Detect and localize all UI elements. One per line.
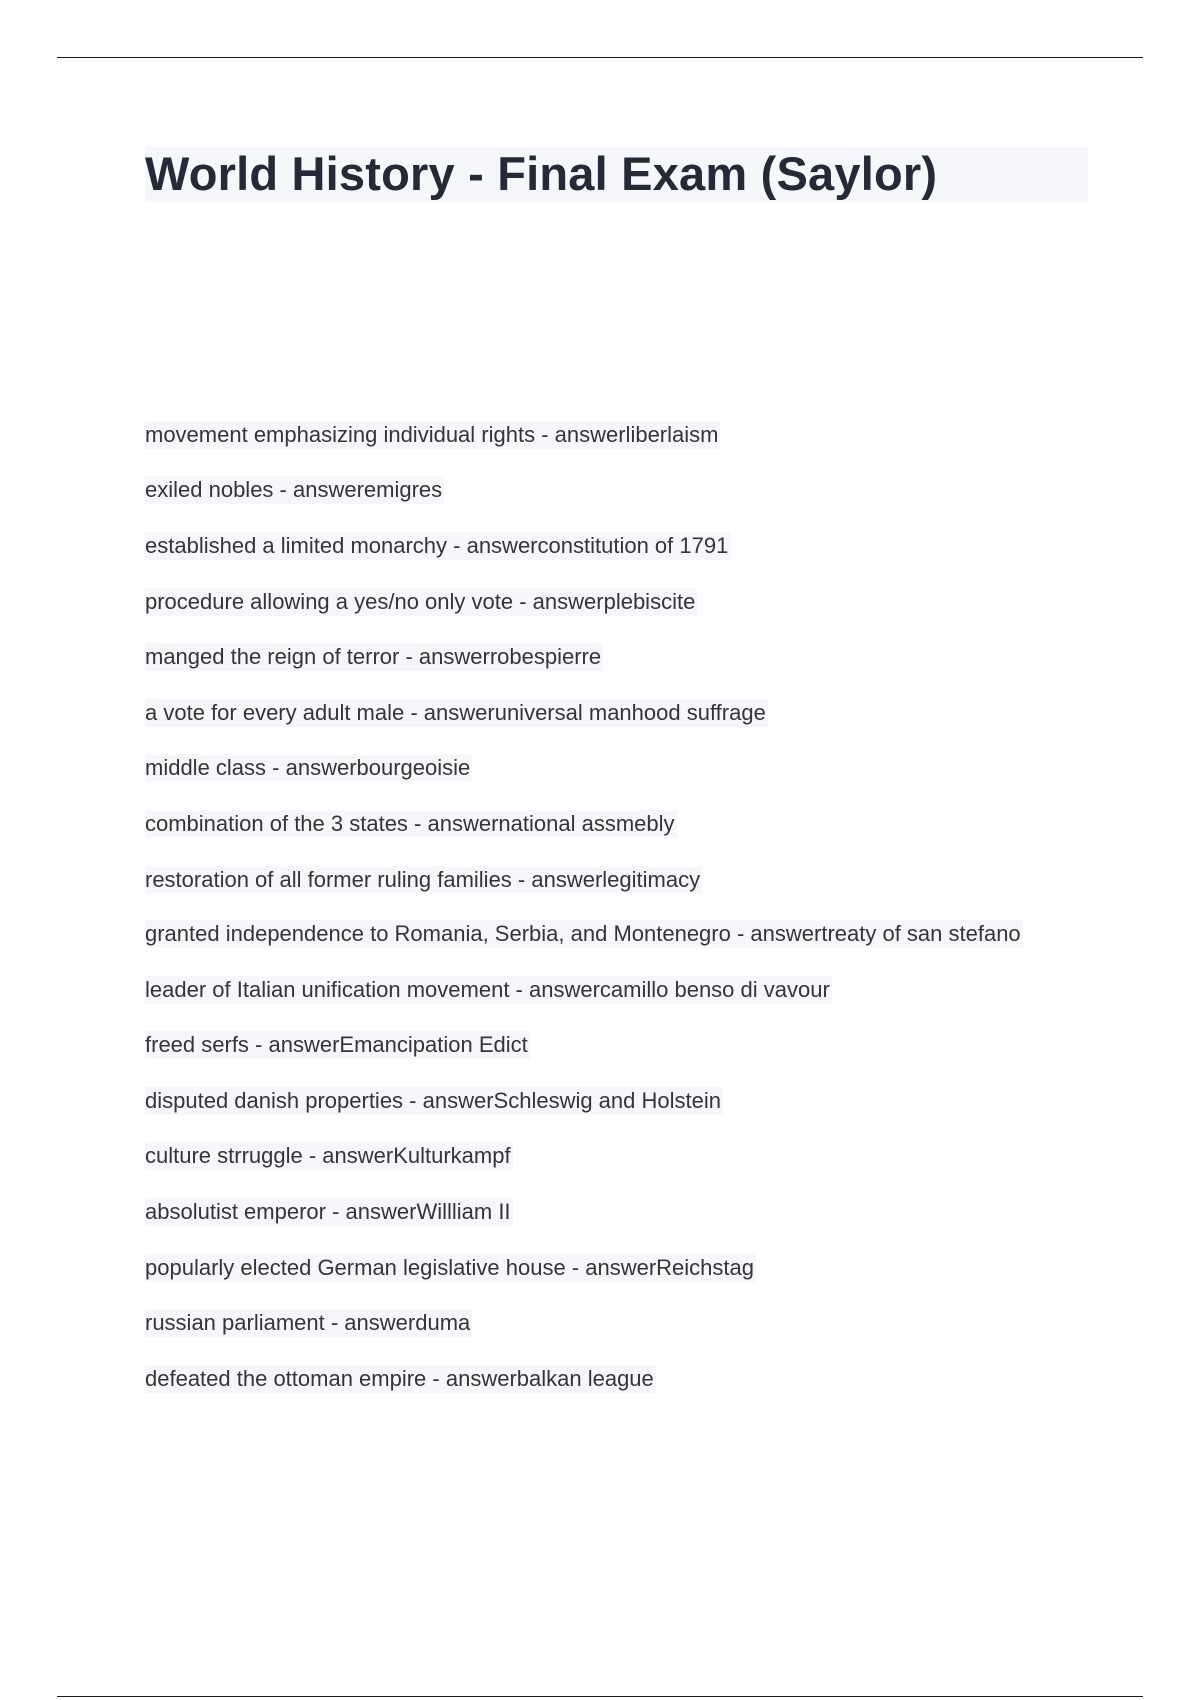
qa-item: [145, 754, 1045, 781]
qa-text: popularly elected German legislative house - answerReichstag: [145, 1255, 754, 1280]
top-rule: [57, 57, 1143, 58]
qa-item: [145, 643, 1045, 670]
qa-item: [145, 1198, 1045, 1225]
qa-text: leader of Italian unification movement - answercamillo benso di vavour: [145, 977, 830, 1002]
qa-item: [145, 1142, 1045, 1169]
qa-text: granted independence to Romania, Serbia, and Montenegro - answertreaty of san stefano: [145, 921, 1021, 946]
qa-item: [145, 1087, 1045, 1114]
qa-text: russian parliament - answerduma: [145, 1310, 471, 1335]
qa-text: exiled nobles - answeremigres: [145, 477, 443, 502]
bottom-rule: [57, 1696, 1143, 1697]
qa-text: a vote for every adult male - answeruniversal manhood suffrage: [145, 700, 766, 725]
qa-text: movement emphasizing individual rights - answerliberlaism: [145, 422, 719, 447]
qa-text: absolutist emperor - answerWillliam II: [145, 1199, 511, 1224]
qa-item: [145, 1309, 1045, 1336]
qa-item: [145, 1254, 1045, 1281]
qa-text: middle class - answerbourgeoisie: [145, 755, 471, 780]
title-block: [145, 146, 1088, 202]
qa-text: combination of the 3 states - answernational assmebly: [145, 811, 675, 836]
qa-list: [145, 421, 1045, 1392]
qa-text: procedure allowing a yes/no only vote - answerplebiscite: [145, 589, 696, 614]
qa-item: [145, 920, 1045, 947]
qa-text: manged the reign of terror - answerrobespierre: [145, 644, 602, 669]
qa-item: [145, 421, 1045, 448]
qa-item: [145, 476, 1045, 503]
qa-text: culture strruggle - answerKulturkampf: [145, 1143, 511, 1168]
qa-text: defeated the ottoman empire - answerbalkan league: [145, 1366, 654, 1391]
qa-item: [145, 699, 1045, 726]
qa-text: freed serfs - answerEmancipation Edict: [145, 1032, 528, 1057]
qa-item: [145, 810, 1045, 837]
qa-item: [145, 866, 1045, 893]
qa-item: [145, 1031, 1045, 1058]
qa-text: disputed danish properties - answerSchleswig and Holstein: [145, 1088, 721, 1113]
qa-item: [145, 532, 1045, 559]
qa-text: established a limited monarchy - answerconstitution of 1791: [145, 533, 729, 558]
qa-item: [145, 1365, 1045, 1392]
qa-item: [145, 588, 1045, 615]
qa-item: [145, 976, 1045, 1003]
qa-text: restoration of all former ruling families - answerlegitimacy: [145, 867, 701, 892]
page-title: World History - Final Exam (Saylor): [145, 147, 938, 200]
